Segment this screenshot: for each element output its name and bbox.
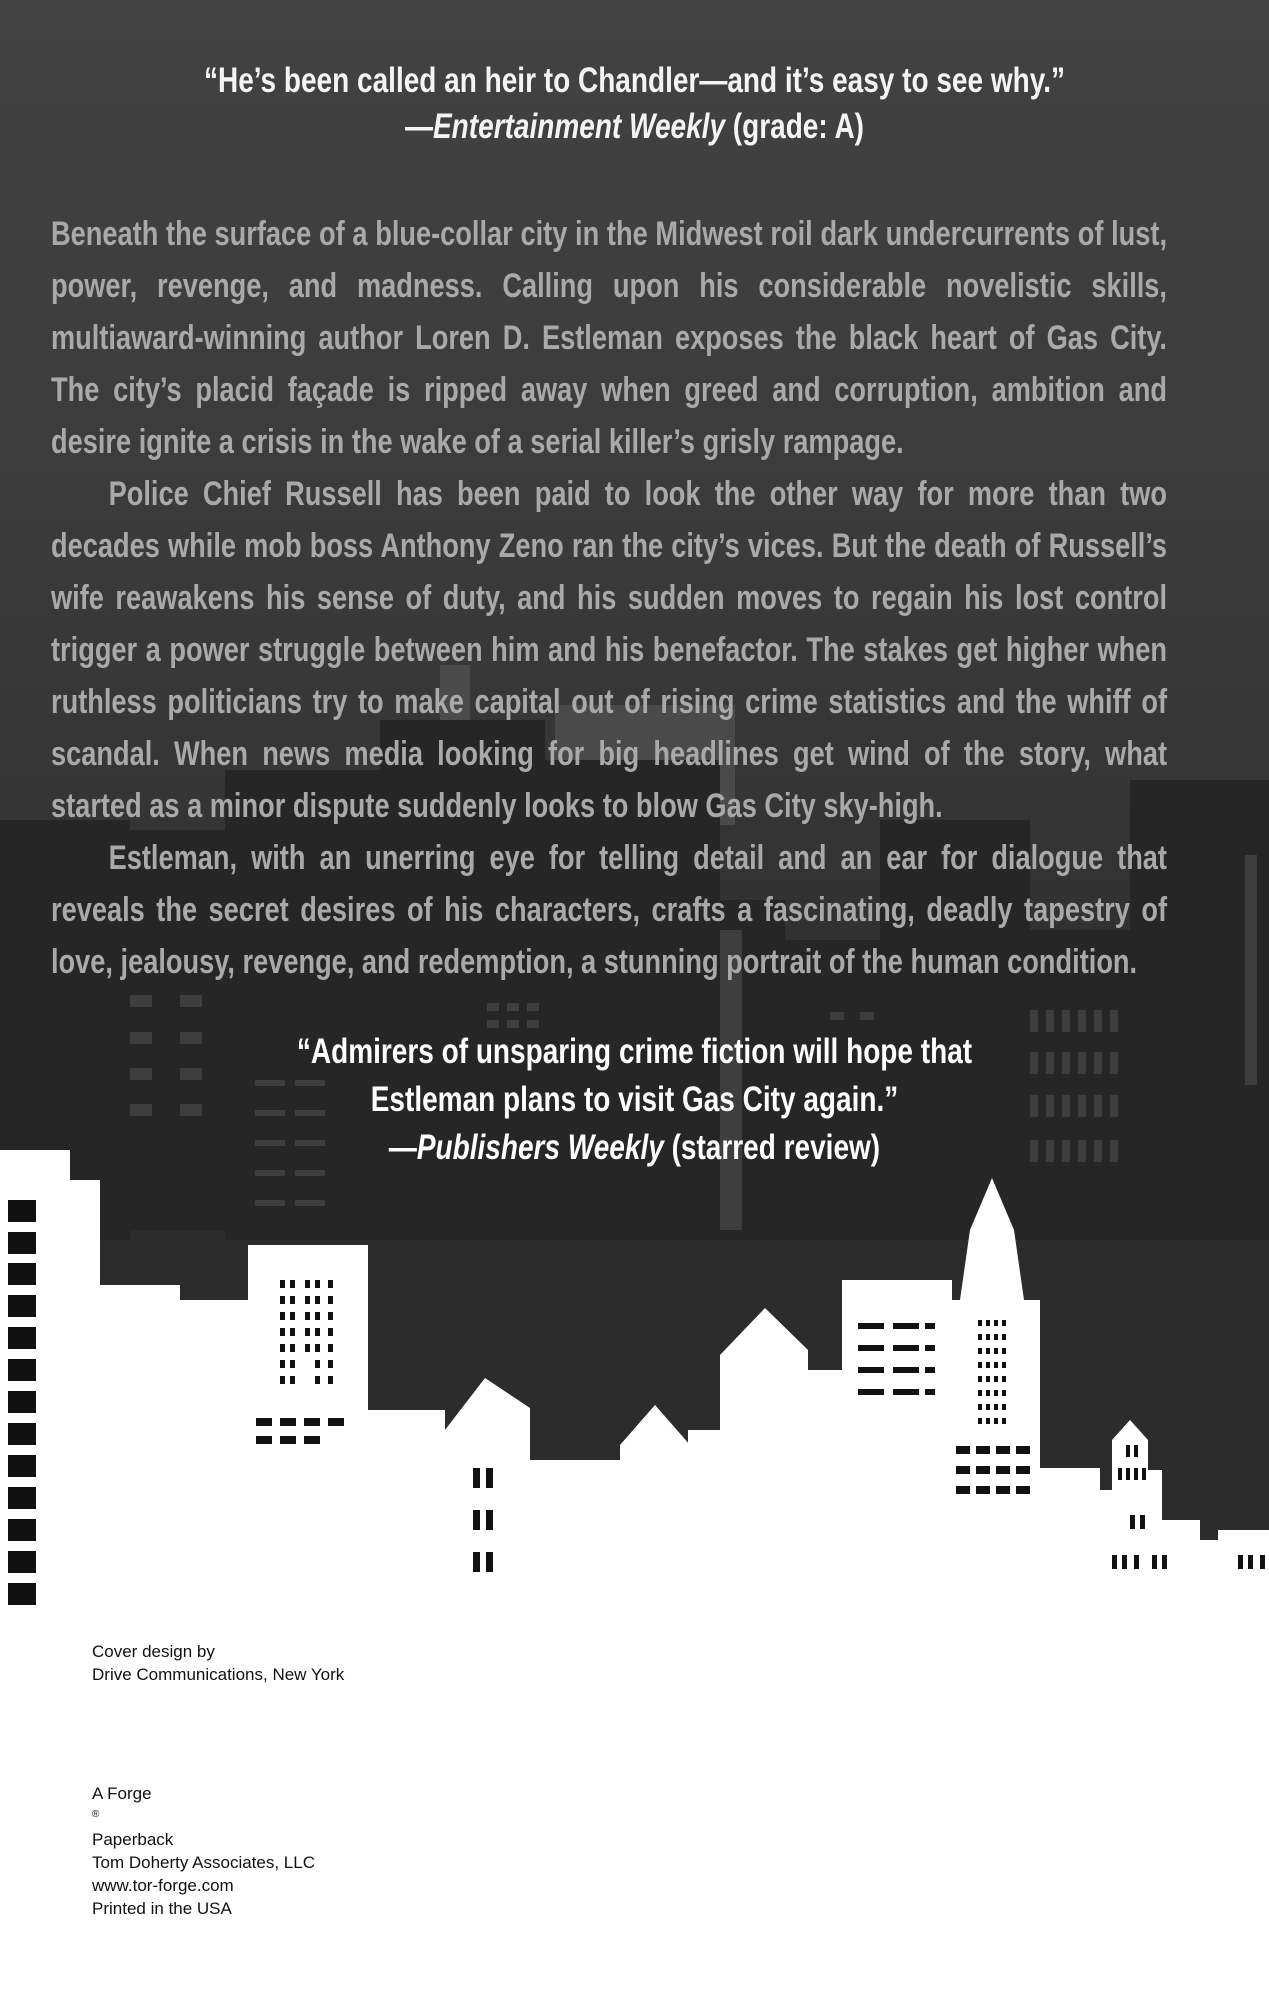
- bottom-quote-line: Estleman plans to visit Gas City again.”: [370, 1080, 899, 1119]
- bottom-quote-line: “Admirers of unsparing crime fiction will hope that: [296, 1032, 973, 1071]
- top-review-quote: [0, 58, 1269, 150]
- bottom-quote-attribution: —Publishers Weekly (starred review): [388, 1128, 881, 1167]
- top-quote-attribution: —Entertainment Weekly (grade: A): [405, 107, 864, 146]
- top-quote-text: “He’s been called an heir to Chandler—and it’s easy to see why.”: [204, 61, 1065, 100]
- publication-name: Entertainment Weekly: [433, 107, 726, 146]
- description-paragraph: Beneath the surface of a blue-collar city in the Midwest roil dark undercurrents of lust, power, revenge, and madness. Calling upon his considerable novelistic skills, multiaward-winning author Loren D. Estleman exposes the black heart of Gas City. The city’s placid façade is ripped away when greed and corruption, ambition and desire ignite a crisis in the wake of a serial killer’s grisly rampage.: [51, 215, 1167, 461]
- registered-mark: ®: [92, 1809, 100, 1820]
- bottom-review-quote: [0, 1028, 1269, 1172]
- publication-name: Publishers Weekly: [416, 1128, 664, 1167]
- publisher-info: A Forge ® Paperback Tom Doherty Associates, LLC www.tor-forge.com Printed in the USA: [92, 1784, 315, 1918]
- description-paragraph: Estleman, with an unerring eye for telling detail and an ear for dialogue that reveals the secret desires of his characters, crafts a fascinating, deadly tapestry of love, jealousy, revenge, and redemption, a stunning portrait of the human condition.: [51, 839, 1168, 981]
- cover-design-credit: Cover design by Drive Communications, New York: [92, 1642, 345, 1684]
- description-paragraph: Police Chief Russell has been paid to look the other way for more than two decades while mob boss Anthony Zeno ran the city’s vices. But the death of Russell’s wife reawakens his sense of duty, and his sudden moves to regain his lost control trigger a power struggle between him and his benefactor. The stakes get higher when ruthless politicians try to make capital out of rising crime statistics and the whiff of scandal. When news media looking for big headlines get wind of the story, what started as a minor dispute suddenly looks to blow Gas City sky-high.: [51, 475, 1168, 825]
- book-description: [51, 208, 1167, 988]
- publisher-website: www.tor-forge.com: [92, 1876, 234, 1895]
